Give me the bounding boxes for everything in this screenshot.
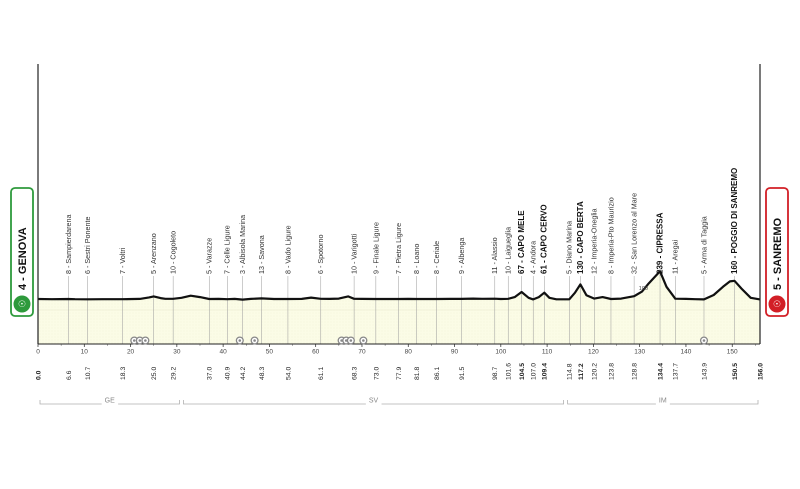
axis-tick-label: 0: [36, 348, 40, 356]
place-label: 8 - Sampierdarena: [63, 214, 73, 274]
place-distance: 48.3: [258, 366, 266, 380]
place-distance: 137.7: [672, 362, 680, 380]
finish-bike-icon-glyph: ☉: [772, 300, 782, 311]
place-distance: 91.5: [458, 366, 466, 380]
axis-tick-label: 140: [680, 348, 692, 356]
place-label: 10 - Varigotti: [349, 233, 359, 274]
place-label: 10 - Cogoleto: [168, 230, 178, 274]
place-label: 8 - Imperia-Pto Maurizio: [606, 197, 616, 274]
place-distance: 77.9: [395, 366, 403, 380]
place-label: 13 - Savona: [256, 235, 266, 274]
finish-distance: 156.0: [757, 362, 765, 380]
place-distance: 104.5: [519, 362, 526, 380]
finish-marker: [766, 188, 788, 316]
place-distance: 107.0: [530, 362, 538, 380]
place-distance: 10.7: [84, 366, 92, 380]
place-distance: 150.5: [731, 362, 739, 380]
place-label: 8 - Ceriale: [431, 240, 441, 274]
place-label: 160 - POGGIO DI SANREMO: [729, 167, 739, 274]
place-label: 9 - Finale Ligure: [371, 222, 381, 274]
axis-tick-label: 10: [80, 348, 88, 356]
place-distance: 68.3: [351, 366, 359, 380]
place-label: 7 - Celle Ligure: [222, 225, 232, 274]
place-label: 8 - Loano: [412, 243, 421, 274]
place-label: 7 - Pietra Ligure: [393, 222, 403, 274]
place-distance: 40.9: [224, 366, 232, 380]
place-label: 4 - Andora: [528, 240, 538, 274]
place-distance: 6.6: [65, 370, 73, 380]
place-label: 130 - CAPO BERTA: [575, 201, 585, 274]
axis-tick-label: 40: [219, 348, 227, 356]
axis-tick-label: 70: [358, 348, 366, 356]
place-label: 32 - San Lorenzo al Mare: [629, 192, 639, 274]
place-label: 61 - CAPO CERVO: [539, 204, 549, 274]
place-distance: 44.2: [240, 366, 247, 380]
place-distance: 86.1: [433, 366, 441, 380]
finish-marker-label: 5 - SANREMO: [772, 217, 784, 290]
place-label: 5 - Varazze: [204, 237, 214, 274]
place-distance: 98.7: [492, 366, 500, 380]
place-distance: 120.2: [591, 362, 599, 380]
place-distance: 54.0: [285, 366, 293, 380]
climb-marker-icon: [142, 337, 149, 344]
place-label: 6 - Sestri Ponente: [82, 216, 92, 274]
place-distance: 117.2: [577, 363, 585, 380]
axis-tick-label: 150: [726, 348, 738, 356]
region-label: GE: [104, 397, 115, 405]
place-distance: 101.6: [505, 362, 513, 380]
axis-tick-label: 30: [173, 348, 181, 356]
start-bike-icon-glyph: ☉: [17, 300, 27, 311]
axis-tick-label: 130: [634, 348, 646, 356]
climb-marker-icon: [236, 337, 243, 344]
place-distance: 61.1: [318, 366, 326, 380]
place-distance: 18.3: [120, 366, 128, 380]
place-distance: 134.4: [657, 362, 665, 380]
place-label: 9 - Albenga: [456, 237, 466, 274]
place-distance: 143.9: [701, 362, 709, 380]
place-distance: 128.8: [631, 362, 639, 380]
place-distance: 81.8: [414, 366, 421, 380]
axis-tick-label: 90: [450, 348, 459, 356]
place-label: 67 - CAPO MELE: [517, 210, 526, 274]
climb-marker-icon: [360, 337, 367, 344]
axis-tick-label: 100: [495, 348, 507, 356]
place-label: 12 - Imperia-Oneglia: [589, 208, 599, 274]
climb-marker-icon: [347, 337, 354, 344]
place-label: 5 - Arenzano: [149, 233, 159, 274]
place-label: 8 - Vado Ligure: [283, 225, 293, 274]
start-distance: 0.0: [35, 370, 43, 380]
place-label: 11 - Alassio: [490, 237, 500, 274]
axis-tick-label: 110: [541, 348, 553, 356]
place-label: 11 - Aregai: [670, 239, 680, 274]
place-label: 10 - Laigueglia: [503, 226, 513, 274]
place-distance: 25.0: [151, 366, 159, 380]
climb-marker-icon: [251, 337, 258, 344]
place-label: 7 - Voltri: [118, 247, 128, 274]
place-distance: 114.8: [566, 363, 574, 380]
axis-tick-label: 80: [404, 348, 412, 356]
place-label: 5 - Diano Marina: [564, 220, 574, 274]
axis-tick-label: 20: [126, 348, 135, 356]
place-label: 3 - Albisola Marina: [238, 214, 247, 274]
place-distance: 29.2: [170, 366, 178, 380]
elevation-tick-label: 100: [638, 286, 648, 292]
start-marker-label: 4 - GENOVA: [17, 227, 29, 290]
region-label: IM: [658, 397, 667, 405]
axis-tick-label: 50: [265, 348, 274, 356]
place-distance: 37.0: [206, 366, 214, 380]
place-distance: 123.8: [608, 362, 616, 380]
place-distance: 109.4: [541, 362, 549, 380]
profile-area: [38, 271, 760, 344]
climb-marker-icon: [701, 337, 708, 344]
place-label: 239 - CIPRESSA: [655, 212, 665, 274]
region-label: SV: [368, 397, 379, 405]
place-distance: 73.0: [373, 366, 381, 380]
axis-tick-label: 60: [312, 348, 320, 356]
place-label: 6 - Spotorno: [316, 234, 326, 274]
axis-tick-label: 120: [587, 348, 599, 356]
start-marker: [11, 188, 33, 316]
place-label: 5 - Arma di Taggia: [699, 216, 709, 274]
